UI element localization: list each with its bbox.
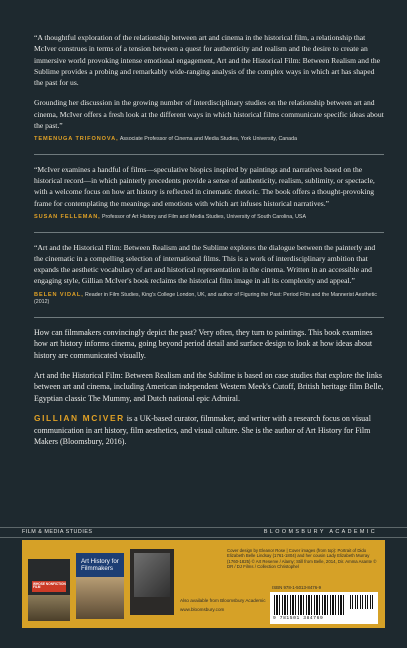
endorser-position: Professor of Art History and Film and Media Studies, University of South Carolina, USA bbox=[101, 214, 306, 221]
barcode-bars bbox=[274, 595, 346, 615]
description-paragraph: How can filmmakers convincingly depict the past? Very often, they turn to paintings. This book examines how art history informs cinema, going beyond period detail and surface design to look at how ideas about history are communicated visually. bbox=[34, 327, 373, 360]
endorsement-text: “Art and the Historical Film: Between Realism and the Sublime explores the dialogue between the painterly and the cinematic in a compelling selection of international films. This is a work of interdisciplinary ambition that expands the aesthetic vocabulary of art and historical representation in the cinema. Written in an accessible and engaging style, Gillian McIver's book reclaims the historical film image in all its complexity and appeal.” bbox=[34, 242, 376, 286]
endorsement-text: “A thoughtful exploration of the relationship between art and cinema in the historical film, a relationship that McIver construes in terms of a tension between a quest for authenticity and realism and the desire to create an immersive world provoking intense emotional engagement, Art and the Historical Film: Between Realism and the Sublime provides a probing and remarkably wide-ranging analysis of the complex ways in which art has shaped the past for us. bbox=[34, 33, 381, 88]
endorsement-text-continued: Grounding her discussion in the growing number of interdisciplinary studies on the relationship between art and cinema, McIver offers a fresh look at the different ways in which historical films communicate specific ideas about the past.” bbox=[34, 98, 384, 131]
book-cover-image bbox=[134, 553, 170, 597]
related-book-cover bbox=[130, 549, 174, 615]
also-available bbox=[180, 598, 266, 613]
endorsement-attribution bbox=[34, 136, 384, 144]
cover-credits: Cover design by Eleanor Rose | Cover images (from top): Portrait of Dido Elizabeth Belle Lindsay (1761-1804) and her cousin Lady Elizabeth Murray (1760-1825) © Art Reserve / Alamy; Still from Belle, 2014, Dir. Amma Asante © DR / DJ Films / Collection Christophel bbox=[227, 548, 377, 570]
divider bbox=[34, 232, 384, 233]
related-book-cover bbox=[76, 553, 124, 619]
isbn: ISBN 978-1-5013-8476-9 bbox=[272, 585, 322, 590]
barcode-addon-bars bbox=[350, 595, 374, 609]
author-name: GILLIAN MCIVER bbox=[34, 413, 125, 424]
author-bio bbox=[34, 413, 384, 447]
description-paragraph: Art and the Historical Film: Between Realism and the Sublime is based on case studies that explore the links between art and cinema, including American independent Western Meek's Cutoff, British heritage film Belle, Egyptian classic The Mummy, and Dutch national epic Admiral. bbox=[34, 370, 384, 403]
back-panel bbox=[22, 540, 385, 628]
book-cover-title: WHOSE NONFICTION FILM bbox=[33, 582, 66, 590]
book-cover-image bbox=[76, 577, 124, 619]
subject-strip bbox=[0, 527, 407, 538]
endorsement-text: “McIver examines a handful of films—speculative biopics inspired by paintings and narratives based on the historical record—in which painterly precedents provide a sense of authenticity, realism, sublimity, or spectacle, with a welcome focus on how art history is reflected in cinematic rhetoric. The book offers a thought-provoking frame for contemplating the meanings and emotions with which art infuses historical narratives.” bbox=[34, 164, 375, 208]
also-available-text: Also available from Bloomsbury Academic bbox=[180, 598, 266, 603]
related-book-cover bbox=[28, 559, 70, 621]
barcode-digits: 9 781501 384769 bbox=[273, 616, 324, 621]
author-bio-text: is a UK-based curator, filmmaker, and writer with a research focus on visual communication in art history, film aesthetics, and visual culture. She is the author of Art History for Film Makers (Bloomsbury, 2016). bbox=[34, 414, 371, 446]
website-link[interactable]: www.bloomsbury.com bbox=[180, 607, 225, 612]
endorsement-attribution bbox=[34, 292, 384, 307]
endorser-name: SUSAN FELLEMAN, bbox=[34, 214, 101, 221]
subject-category: FILM & MEDIA STUDIES bbox=[22, 529, 93, 535]
endorsement-attribution bbox=[34, 214, 384, 222]
book-cover-title: Art History for Filmmakers bbox=[81, 558, 119, 572]
endorser-position: Reader in Film Studies, King's College London, UK, and author of Figuring the Past: Period Film and the Mannerist Aesthetic (2012) bbox=[34, 291, 377, 306]
endorser-name: BELEN VIDAL, bbox=[34, 291, 84, 298]
endorser-position: Associate Professor of Cinema and Media Studies, York University, Canada bbox=[119, 136, 298, 143]
divider bbox=[34, 317, 384, 318]
endorser-name: TEMENUGA TRIFONOVA, bbox=[34, 136, 119, 143]
publisher-name: BLOOMSBURY ACADEMIC bbox=[263, 529, 377, 535]
endorsement-1 bbox=[34, 32, 384, 144]
endorsement-2 bbox=[34, 164, 384, 222]
divider bbox=[34, 154, 384, 155]
endorsement-3 bbox=[34, 242, 384, 307]
barcode bbox=[270, 592, 378, 624]
book-description bbox=[34, 327, 384, 404]
book-cover-image bbox=[28, 595, 70, 621]
endorsements bbox=[34, 32, 384, 447]
